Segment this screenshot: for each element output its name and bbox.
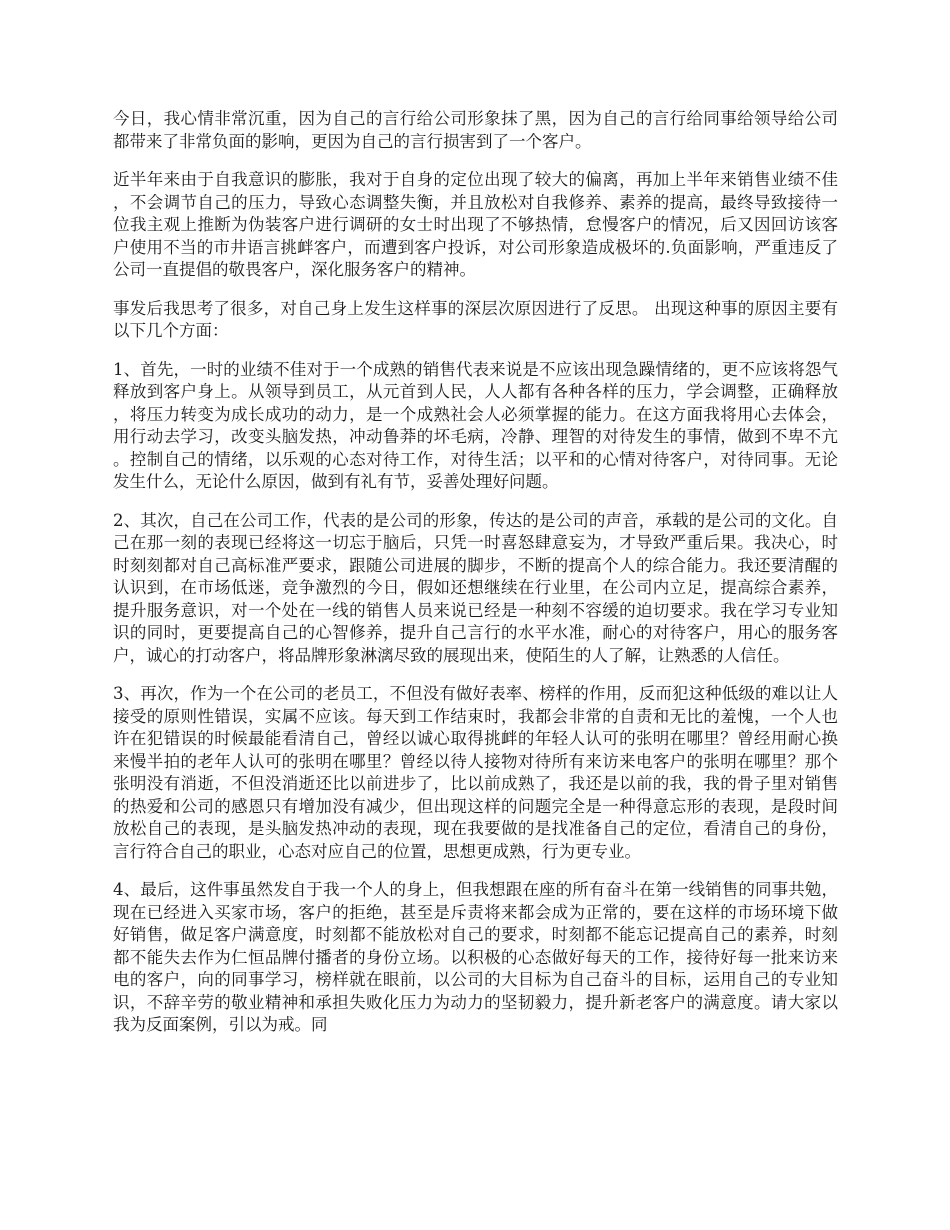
paragraph-point-1: 1、首先，一时的业绩不佳对于一个成熟的销售代表来说是不应该出现急躁情绪的，更不应该将怨气释放到客户身上。从领导到员工，从元首到人民，人人都有各种各样的压力，学会调整，正确释放，将压力转变为成长成功的动力，是一个成熟社会人必须掌握的能力。在这方面我将用心去体会，用行动去学习，改变头脑发热，冲动鲁莽的坏毛病，冷静、理智的对待发生的事情，做到不卑不亢。控制自己的情绪，以乐观的心态对待工作，对待生活；以平和的心情对待客户，对待同事。无论发生什么，无论什么原因，做到有礼有节，妥善处理好问题。 <box>113 359 838 491</box>
paragraph-point-4: 4、最后，这件事虽然发自于我一个人的身上，但我想跟在座的所有奋斗在第一线销售的同事共勉，现在已经进入买家市场，客户的拒绝，甚至是斥责将来都会成为正常的，要在这样的市场环境下做好销售，做足客户满意度，时刻都不能放松对自己的要求，时刻都不能忘记提高自己的素养，时刻都不能失去作为仁恒品牌付播者的身份立场。以积极的心态做好每天的工作，接待好每一批来访来电的客户，向的同事学习，榜样就在眼前，以公司的大目标为自己奋斗的目标，运用自己的专业知识，不辞辛劳的敬业精神和承担失败化压力为动力的坚韧毅力，提升新老客户的满意度。请大家以我为反面案例，引以为戒。同 <box>113 880 838 1034</box>
paragraph-reflection: 事发后我思考了很多，对自己身上发生这样事的深层次原因进行了反思。 出现这种事的原因主要有以下几个方面： <box>113 298 838 340</box>
document-body <box>113 108 838 1053</box>
paragraph-point-2: 2、其次，自己在公司工作，代表的是公司的形象，传达的是公司的声音，承载的是公司的文化。自己在那一刻的表现已经将这一切忘于脑后，只凭一时喜怒肆意妄为，才导致严重后果。我决心，时时刻刻都对自己高标准严要求，跟随公司进展的脚步，不断的提高个人的综合能力。我还要清醒的认识到，在市场低迷，竞争激烈的今日，假如还想继续在行业里，在公司内立足，提高综合素养，提升服务意识，对一个处在一线的销售人员来说已经是一种刻不容缓的迫切要求。我在学习专业知识的同时，更要提高自己的心智修养，提升自己言行的水平水准，耐心的对待客户，用心的服务客户，诚心的打动客户，将品牌形象淋漓尽致的展现出来，使陌生的人了解，让熟悉的人信任。 <box>113 510 838 665</box>
paragraph-intro: 今日，我心情非常沉重，因为自己的言行给公司形象抹了黑，因为自己的言行给同事给领导给公司都带来了非常负面的影响，更因为自己的言行损害到了一个客户。 <box>113 109 838 151</box>
paragraph-point-3: 3、再次，作为一个在公司的老员工，不但没有做好表率、榜样的作用，反而犯这种低级的难以让人接受的原则性错误，实属不应该。每天到工作结束时，我都会非常的自责和无比的羞愧，一个人也许在犯错误的时候最能看清自己，曾经以诚心取得挑衅的年轻人认可的张明在哪里？曾经用耐心换来慢半拍的老年人认可的张明在哪里？曾经以待人接物对待所有来访来电客户的张明在哪里？那个张明没有消逝，不但没消逝还比以前进步了，比以前成熟了，我还是以前的我，我的骨子里对销售的热爱和公司的感恩只有增加没有减少，但出现这样的问题完全是一种得意忘形的表现，是段时间放松自己的表现，是头脑发热冲动的表现，现在我要做的是找准备自己的定位，看清自己的身份，言行符合自己的职业，心态对应自己的位置，思想更成熟，行为更专业。 <box>113 684 838 861</box>
paragraph-background: 近半年来由于自我意识的膨胀，我对于自身的定位出现了较大的偏离，再加上半年来销售业绩不佳，不会调节自己的压力，导致心态调整失衡，并且放松对自我修养、素养的提高，最终导致接待一位我主观上推断为伪装客户进行调研的女士时出现了不够热情，怠慢客户的情况，后又因回访该客户使用不当的市井语言挑衅客户，而遭到客户投诉，对公司形象造成极坏的.负面影响，严重违反了公司一直提倡的敬畏客户，深化服务客户的精神。 <box>113 170 838 279</box>
